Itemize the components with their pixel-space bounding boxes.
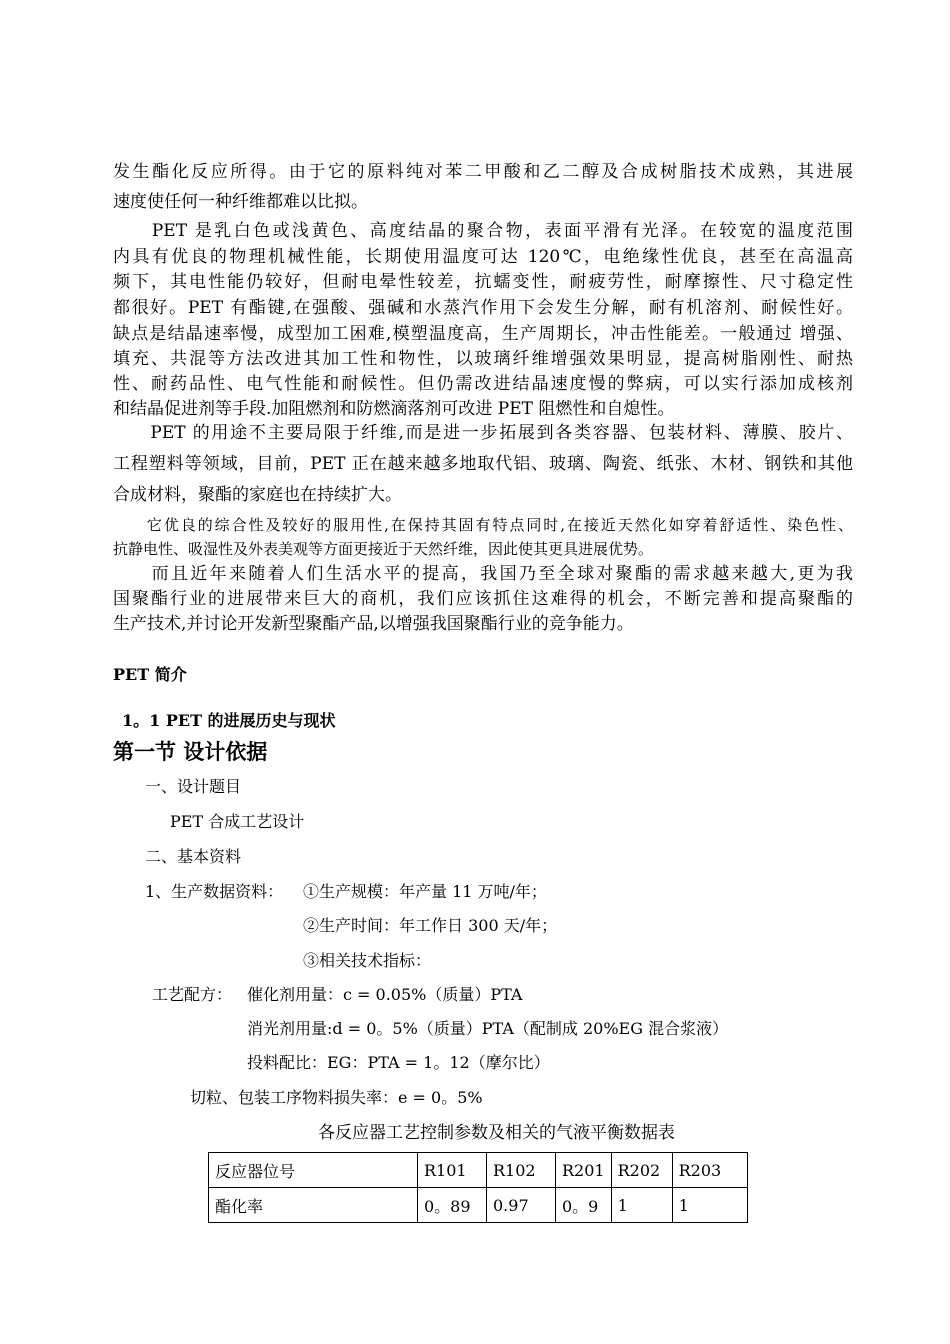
paragraph-line: 合成材料，聚酯的家庭也在持续扩大。 bbox=[113, 485, 402, 505]
paragraph-line: 填充、共混等方法改进其加工性和物性，以玻璃纤维增强效果明显，提高树脂刚性、耐热 bbox=[113, 349, 853, 369]
table-caption: 各反应器工艺控制参数及相关的气液平衡数据表 bbox=[318, 1123, 675, 1143]
design-topic-label: 一、设计题目 bbox=[145, 777, 242, 796]
paragraph-line: PET 的用途不主要局限于纤维,而是进一步拓展到各类容器、包装材料、薄膜、胶片、 bbox=[113, 423, 853, 443]
paragraph-line: 都很好。PET 有酯键,在强酸、强碱和水蒸汽作用下会发生分解，耐有机溶剂、耐候性好。 bbox=[113, 298, 853, 318]
table-cell: 酯化率 bbox=[209, 1188, 418, 1223]
material-loss-rate: 切粒、包装工序物料损失率：e = 0。5% bbox=[190, 1088, 483, 1107]
technical-indicators: ③相关技术指标： bbox=[303, 951, 432, 970]
paragraph-line: 频下，其电性能仍较好，但耐电晕性较差，抗蠕变性，耐疲劳性，耐摩擦性、尺寸稳定性 bbox=[113, 272, 853, 292]
table-cell: R202 bbox=[611, 1153, 672, 1188]
table-cell: 1 bbox=[672, 1188, 747, 1223]
table-cell: R203 bbox=[672, 1153, 747, 1188]
table-cell: 0。9 bbox=[556, 1188, 612, 1223]
design-topic-value: PET 合成工艺设计 bbox=[170, 812, 305, 831]
paragraph-line: 发生酯化反应所得。由于它的原料纯对苯二甲酸和乙二醇及合成树脂技术成熟，其进展 bbox=[113, 162, 853, 182]
paragraph-line: 抗静电性、吸湿性及外表美观等方面更接近于天然纤维，因此使其更具进展优势。 bbox=[113, 540, 654, 558]
production-time: ②生产时间：年工作日 300 天/年； bbox=[303, 916, 558, 935]
heading-history: 1。1 PET 的进展历史与现状 bbox=[122, 711, 336, 730]
table-cell: 反应器位号 bbox=[209, 1153, 418, 1188]
table-header-row bbox=[209, 1153, 748, 1188]
paragraph-line: PET 是乳白色或浅黄色、高度结晶的聚合物，表面平滑有光泽。在较宽的温度范围 bbox=[113, 221, 853, 241]
paragraph-line: 内具有优良的物理机械性能，长期使用温度可达 120℃，电绝缘性优良，甚至在高温高 bbox=[113, 247, 853, 267]
paragraph-line: 缺点是结晶速率慢，成型加工困难,模塑温度高，生产周期长，冲击性能差。一般通过 增强、 bbox=[113, 324, 853, 344]
catalyst-dosage: 催化剂用量：c = 0.05%（质量）PTA bbox=[247, 985, 523, 1004]
paragraph-line: 而且近年来随着人们生活水平的提高，我国乃至全球对聚酯的需求越来越大,更为我 bbox=[113, 564, 853, 584]
paragraph-line: 速度使任何一种纤维都难以比拟。 bbox=[113, 192, 368, 212]
paragraph-line: 性、耐药品性、电气性能和耐候性。但仍需改进结晶速度慢的弊病，可以实行添加成核剂 bbox=[113, 374, 853, 394]
paragraph-line: 它优良的综合性及较好的服用性,在保持其固有特点同时,在接近天然化如穿着舒适性、染色性、 bbox=[113, 516, 853, 534]
basic-data-label: 二、基本资料 bbox=[145, 847, 242, 866]
table-cell: 0。89 bbox=[418, 1188, 487, 1223]
table-row bbox=[209, 1188, 748, 1223]
heading-pet-intro: PET 简介 bbox=[113, 665, 187, 684]
paragraph-line: 国聚酯行业的进展带来巨大的商机，我们应该抓住这难得的机会，不断完善和提高聚酯的 bbox=[113, 589, 853, 609]
paragraph-line: 和结晶促进剂等手段.加阻燃剂和防燃滴落剂可改进 PET 阻燃性和自熄性。 bbox=[113, 399, 675, 419]
table-cell: 1 bbox=[611, 1188, 672, 1223]
table-cell: R101 bbox=[418, 1153, 487, 1188]
production-data-label: 1、生产数据资料： bbox=[145, 882, 284, 901]
recipe-label: 工艺配方： bbox=[152, 985, 233, 1004]
production-scale: ①生产规模：年产量 11 万吨/年； bbox=[303, 882, 547, 901]
heading-section-1: 第一节 设计依据 bbox=[113, 739, 268, 764]
feed-ratio: 投料配比：EG：PTA = 1。12（摩尔比） bbox=[247, 1053, 550, 1072]
table-cell: R102 bbox=[487, 1153, 556, 1188]
delustrant-dosage: 消光剂用量:d = 0。5%（质量）PTA（配制成 20%EG 混合浆液） bbox=[247, 1019, 729, 1038]
table-cell: R201 bbox=[556, 1153, 612, 1188]
paragraph-line: 生产技术,并讨论开发新型聚酯产品,以增强我国聚酯行业的竞争能力。 bbox=[113, 614, 634, 634]
table-cell: 0.97 bbox=[487, 1188, 556, 1223]
reactor-data-table bbox=[208, 1152, 748, 1223]
paragraph-line: 工程塑料等领域，目前，PET 正在越来越多地取代铝、玻璃、陶瓷、纸张、木材、钢铁和其他 bbox=[113, 454, 853, 474]
